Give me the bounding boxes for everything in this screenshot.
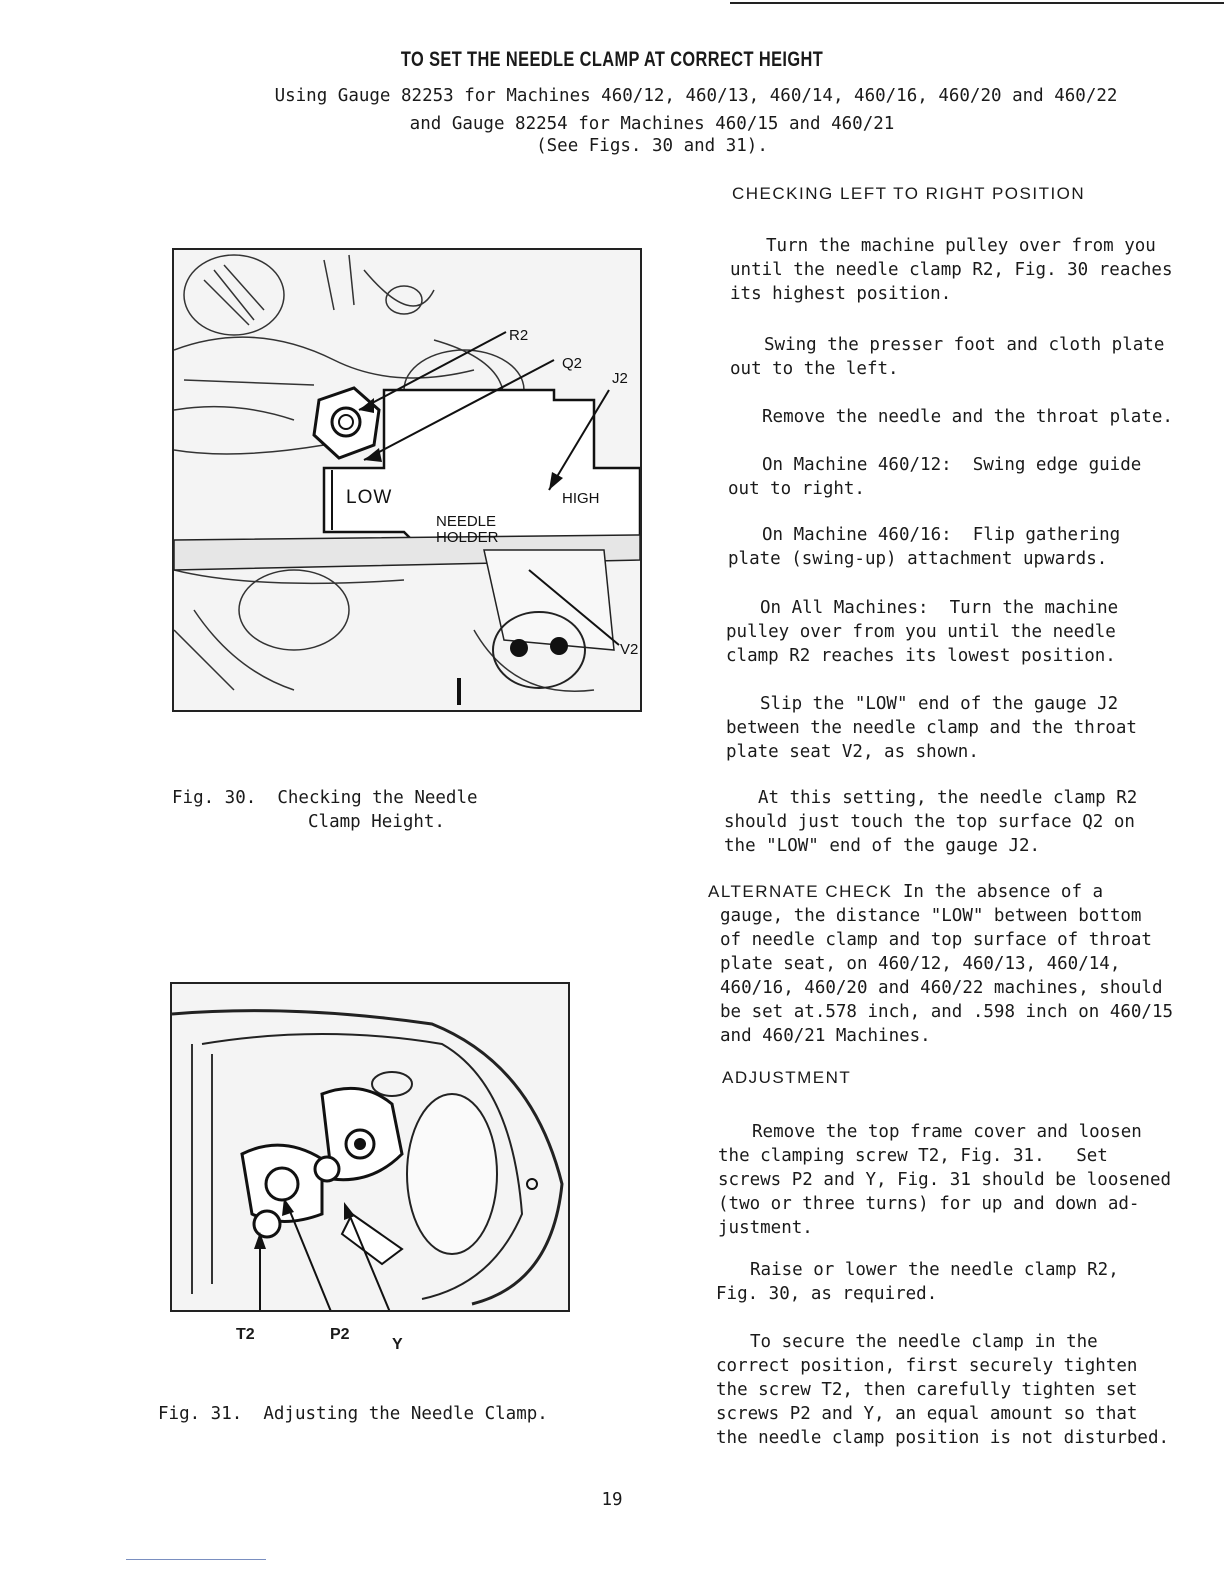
line: In the absence of a [902,882,1104,902]
label-t2: T2 [236,1326,255,1343]
line: its highest position. [730,284,952,304]
label-holder: HOLDER [436,529,499,546]
page-number: 19 [601,1490,623,1510]
label-r2: R2 [509,327,529,344]
para-swing-presser [730,333,1164,381]
line: Fig. 30, as required. [716,1284,938,1304]
line: screws P2 and Y, Fig. 31 should be loosened [718,1170,1172,1190]
para-slip-gauge [726,692,1137,764]
line: Swing the presser foot and cloth plate [764,335,1165,355]
para-remove-frame-cover [718,1120,1171,1240]
line: On Machine 460/16: Flip gathering [762,525,1121,545]
label-j2: J2 [612,370,628,387]
para-secure-clamp [716,1330,1169,1450]
line: clamp R2 reaches its lowest position. [726,646,1116,666]
line: gauge, the distance "LOW" between bottom [720,906,1142,926]
line: the needle clamp position is not disturbed. [716,1428,1170,1448]
figure-30-caption-line-1: Fig. 30. Checking the Needle [172,788,478,808]
line: out to right. [728,479,865,499]
line: Remove the top frame cover and loosen [752,1122,1142,1142]
para-machine-460-12 [728,453,1141,501]
label-p2: P2 [330,1326,350,1343]
para-raise-lower [716,1258,1119,1306]
line: and 460/21 Machines. [720,1026,931,1046]
line: plate seat V2, as shown. [726,742,979,762]
para-all-machines [726,596,1118,668]
line: between the needle clamp and the throat [726,718,1137,738]
line: out to the left. [730,359,899,379]
label-needle: NEEDLE [436,513,497,530]
line: until the needle clamp R2, Fig. 30 reaches [730,260,1173,280]
line: justment. [718,1218,813,1238]
line: plate (swing-up) attachment upwards. [728,549,1108,569]
line: 460/16, 460/20 and 460/22 machines, should [720,978,1163,998]
label-y: Y [392,1336,403,1353]
line: should just touch the top surface Q2 on [724,812,1135,832]
heading-alternate-check: ALTERNATE CHECK [708,882,893,901]
line: of needle clamp and top surface of throat [720,930,1152,950]
subtitle-line-2: and Gauge 82254 for Machines 460/15 and 460/21 [409,114,895,134]
line: At this setting, the needle clamp R2 [758,788,1138,808]
figure-30-caption-line-2: Clamp Height. [308,812,445,832]
label-low: LOW [346,487,393,508]
subtitle-line-3: (See Figs. 30 and 31). [536,136,768,156]
line: pulley over from you until the needle [726,622,1116,642]
para-remove-needle [762,405,1173,429]
para-alternate-check [708,880,1173,1048]
heading-adjustment: ADJUSTMENT [722,1068,852,1087]
line: Slip the "LOW" end of the gauge J2 [760,694,1119,714]
para-machine-460-16 [728,523,1120,571]
page-title: TO SET THE NEEDLE CLAMP AT CORRECT HEIGHT [400,48,824,71]
label-q2: Q2 [562,355,583,372]
figure-31-photo [170,982,570,1312]
line: correct position, first securely tighten [716,1356,1138,1376]
line: On All Machines: Turn the machine [760,598,1119,618]
label-high: HIGH [562,490,600,507]
line: the screw T2, then carefully tighten set [716,1380,1138,1400]
line: screws P2 and Y, an equal amount so that [716,1404,1138,1424]
heading-checking: CHECKING LEFT TO RIGHT POSITION [732,184,1086,203]
line: Raise or lower the needle clamp R2, [750,1260,1119,1280]
label-v2: V2 [620,641,639,658]
line: On Machine 460/12: Swing edge guide [762,455,1142,475]
figure-30-photo [172,248,642,712]
para-turn-pulley [730,234,1173,306]
subtitle-line-1: Using Gauge 82253 for Machines 460/12, 460/13, 460/14, 460/16, 460/20 and 460/22 [274,86,1118,106]
top-rule [730,2,1224,4]
line: Remove the needle and the throat plate. [762,407,1173,427]
line: plate seat, on 460/12, 460/13, 460/14, [720,954,1121,974]
line: be set at.578 inch, and .598 inch on 460/15 [720,1002,1174,1022]
line: the "LOW" end of the gauge J2. [724,836,1041,856]
line: the clamping screw T2, Fig. 31. Set [718,1146,1108,1166]
para-at-this-setting [724,786,1137,858]
line: To secure the needle clamp in the [750,1332,1098,1352]
line: Turn the machine pulley over from you [766,236,1156,256]
line: (two or three turns) for up and down ad- [718,1194,1140,1214]
figure-31-caption: Fig. 31. Adjusting the Needle Clamp. [158,1404,548,1424]
bottom-rule [126,1559,266,1560]
